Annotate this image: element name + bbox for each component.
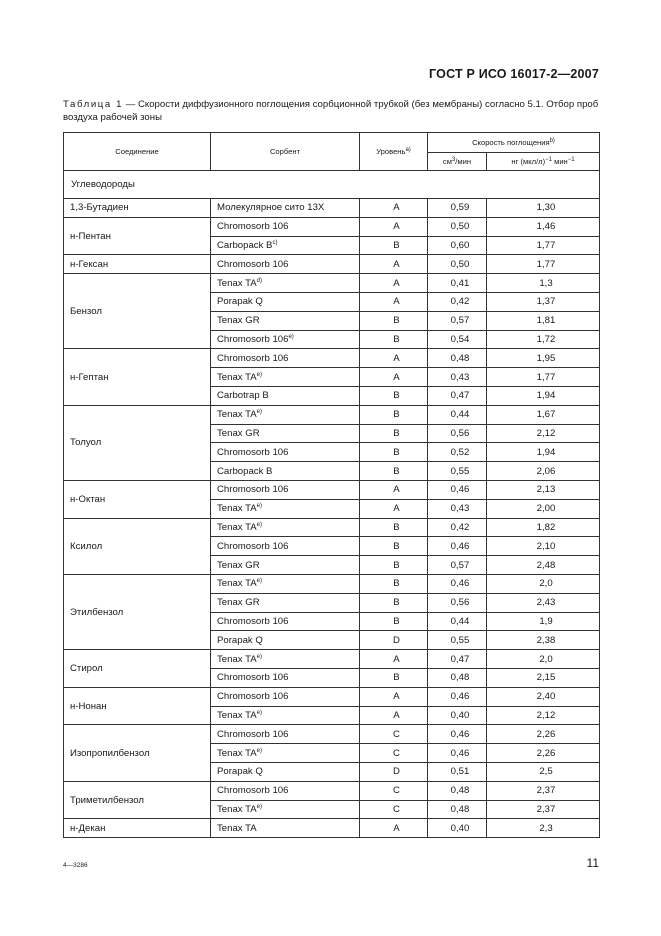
rate-cm3-cell: 0,57 <box>428 311 487 330</box>
level-cell: B <box>360 518 428 537</box>
rate-ng-cell: 2,43 <box>487 593 600 612</box>
sorbent-name: Tenax TA <box>217 371 257 383</box>
level-cell: C <box>360 744 428 763</box>
level-cell: B <box>360 556 428 575</box>
level-cell: B <box>360 593 428 612</box>
rate-cm3-cell: 0,48 <box>428 668 487 687</box>
sorbent-cell <box>211 368 360 387</box>
rate-ng-cell: 1,77 <box>487 236 600 255</box>
rate-cm3-cell: 0,46 <box>428 480 487 499</box>
header-level-note: a) <box>405 147 411 153</box>
level-cell: A <box>360 480 428 499</box>
sorbent-cell <box>211 274 360 293</box>
sorbent-name: Chromosorb 106 <box>217 352 289 364</box>
level-cell: A <box>360 274 428 293</box>
sorbent-name: Tenax TA <box>217 653 257 665</box>
caption-text: — Скорости диффузионного поглощения сорбционной трубкой (без мембраны) согласно 5.1. Отбор проб воздуха рабочей зоны <box>63 99 599 123</box>
rate-ng-cell: 1,30 <box>487 199 600 218</box>
rate-cm3-cell: 0,52 <box>428 443 487 462</box>
rate-ng-cell: 2,0 <box>487 574 600 593</box>
level-cell: A <box>360 349 428 368</box>
level-cell: A <box>360 368 428 387</box>
rate-cm3-cell: 0,44 <box>428 405 487 424</box>
rate-ng-cell: 1,3 <box>487 274 600 293</box>
sorbent-name: Tenax TA <box>217 503 257 515</box>
sorbent-cell <box>211 443 360 462</box>
rate-cm3-cell: 0,43 <box>428 368 487 387</box>
sorbent-name: Chromosorb 106 <box>217 672 289 684</box>
sorbent-cell <box>211 612 360 631</box>
page-number: 11 <box>586 856 599 870</box>
sorbent-footnote: e) <box>256 371 262 378</box>
rate-ng-cell: 1,46 <box>487 217 600 236</box>
table-row <box>64 574 600 593</box>
table-row <box>64 781 600 800</box>
sorbent-cell <box>211 744 360 763</box>
rate-cm3-cell: 0,41 <box>428 274 487 293</box>
rate-cm3-cell: 0,55 <box>428 631 487 650</box>
sorbent-cell <box>211 781 360 800</box>
rate-cm3-cell: 0,48 <box>428 781 487 800</box>
table-row <box>64 650 600 669</box>
sorbent-cell <box>211 631 360 650</box>
sorbent-cell <box>211 386 360 405</box>
rate-ng-cell: 2,26 <box>487 744 600 763</box>
level-cell: D <box>360 631 428 650</box>
sorbent-name: Chromosorb 106 <box>217 728 289 740</box>
sorbent-cell <box>211 199 360 218</box>
sorbent-footnote: e) <box>256 803 262 810</box>
header-level <box>360 133 428 171</box>
sorbent-cell <box>211 800 360 819</box>
level-cell: A <box>360 706 428 725</box>
sorbent-name: Chromosorb 106 <box>217 446 289 458</box>
sorbent-name: Tenax GR <box>217 427 260 439</box>
rate-cm3-cell: 0,46 <box>428 574 487 593</box>
header-rate <box>428 133 600 153</box>
table-row <box>64 349 600 368</box>
level-cell: D <box>360 762 428 781</box>
sorbent-name: Tenax GR <box>217 559 260 571</box>
level-cell: C <box>360 800 428 819</box>
rate-ng-cell: 2,48 <box>487 556 600 575</box>
sorbent-name: Carbotrap B <box>217 390 269 402</box>
sorbent-cell <box>211 518 360 537</box>
sorbent-footnote: e) <box>288 333 294 340</box>
sorbent-name: Porapak Q <box>217 766 263 778</box>
rate-ng-cell: 2,15 <box>487 668 600 687</box>
sorbent-name: Chromosorb 106 <box>217 785 289 797</box>
sorbent-footnote: e) <box>256 409 262 416</box>
sorbent-cell <box>211 462 360 481</box>
level-cell: C <box>360 725 428 744</box>
level-cell: B <box>360 574 428 593</box>
sorbent-name: Carbopack B <box>217 465 273 477</box>
sorbent-name: Chromosorb 106 <box>217 615 289 627</box>
rate-cm3-cell: 0,46 <box>428 537 487 556</box>
sorbent-footnote: e) <box>256 578 262 585</box>
sorbent-footnote: e) <box>256 709 262 716</box>
rate-cm3-cell: 0,42 <box>428 518 487 537</box>
sorbent-footnote: e) <box>256 747 262 754</box>
sorbent-cell <box>211 706 360 725</box>
unit2-part-a: нг (мкл/л) <box>511 157 546 166</box>
sorbent-cell <box>211 537 360 556</box>
rate-ng-cell: 1,94 <box>487 443 600 462</box>
rate-ng-cell: 2,3 <box>487 819 600 838</box>
sorption-rates-table <box>63 132 600 838</box>
rate-cm3-cell: 0,40 <box>428 819 487 838</box>
level-cell: B <box>360 537 428 556</box>
compound-cell: Этилбензол <box>64 574 211 649</box>
sorbent-name: Porapak Q <box>217 296 263 308</box>
rate-cm3-cell: 0,54 <box>428 330 487 349</box>
compound-cell: Изопропилбензол <box>64 725 211 781</box>
rate-cm3-cell: 0,43 <box>428 499 487 518</box>
level-cell: A <box>360 292 428 311</box>
level-cell: A <box>360 217 428 236</box>
rate-cm3-cell: 0,47 <box>428 650 487 669</box>
header-unit-ng <box>487 153 600 171</box>
sorbent-footnote: e) <box>256 653 262 660</box>
rate-cm3-cell: 0,40 <box>428 706 487 725</box>
compound-cell: Бензол <box>64 274 211 349</box>
table-row <box>64 255 600 274</box>
sorbent-name: Carbopack B <box>217 239 273 251</box>
sorbent-name: Tenax GR <box>217 315 260 327</box>
compound-cell: 1,3-Бутадиен <box>64 199 211 218</box>
level-cell: B <box>360 386 428 405</box>
sorbent-cell <box>211 819 360 838</box>
sorbent-footnote: c) <box>272 239 278 246</box>
sorbent-name: Chromosorb 106 <box>217 221 289 233</box>
rate-ng-cell: 1,77 <box>487 255 600 274</box>
sorbent-cell <box>211 574 360 593</box>
sorbent-cell <box>211 668 360 687</box>
sorbent-name: Tenax GR <box>217 597 260 609</box>
sorbent-name: Tenax TA <box>217 822 257 834</box>
compound-cell: Толуол <box>64 405 211 480</box>
rate-ng-cell: 2,12 <box>487 424 600 443</box>
sorbent-name: Chromosorb 106 <box>217 540 289 552</box>
compound-cell: н-Декан <box>64 819 211 838</box>
table-row <box>64 405 600 424</box>
compound-cell: н-Октан <box>64 480 211 518</box>
caption-label: Таблица 1 <box>63 99 124 110</box>
level-cell: B <box>360 668 428 687</box>
sorbent-cell <box>211 762 360 781</box>
rate-ng-cell: 2,37 <box>487 800 600 819</box>
sorbent-cell <box>211 480 360 499</box>
sorbent-footnote: d) <box>256 277 262 284</box>
sorbent-name: Tenax TA <box>217 277 257 289</box>
level-cell: A <box>360 687 428 706</box>
sorbent-name: Chromosorb 106 <box>217 333 289 345</box>
level-cell: B <box>360 311 428 330</box>
sorbent-name: Tenax TA <box>217 409 257 421</box>
table-row <box>64 819 600 838</box>
rate-ng-cell: 2,38 <box>487 631 600 650</box>
table-row <box>64 274 600 293</box>
table-row <box>64 518 600 537</box>
rate-ng-cell: 2,06 <box>487 462 600 481</box>
compound-cell: н-Нонан <box>64 687 211 725</box>
sorbent-name: Tenax TA <box>217 521 257 533</box>
sorbent-footnote: e) <box>256 521 262 528</box>
unit2-sup2: −1 <box>567 157 575 163</box>
sorbent-cell <box>211 593 360 612</box>
sorbent-name: Chromosorb 106 <box>217 484 289 496</box>
unit1-part-a: см <box>442 157 452 166</box>
rate-ng-cell: 1,9 <box>487 612 600 631</box>
level-cell: A <box>360 819 428 838</box>
rate-cm3-cell: 0,57 <box>428 556 487 575</box>
rate-ng-cell: 1,77 <box>487 368 600 387</box>
rate-ng-cell: 1,81 <box>487 311 600 330</box>
rate-cm3-cell: 0,51 <box>428 762 487 781</box>
rate-ng-cell: 1,82 <box>487 518 600 537</box>
compound-cell: Ксилол <box>64 518 211 574</box>
rate-cm3-cell: 0,48 <box>428 349 487 368</box>
header-rate-note: b) <box>549 138 555 144</box>
rate-ng-cell: 2,37 <box>487 781 600 800</box>
document-id: ГОСТ Р ИСО 16017-2—2007 <box>429 67 599 81</box>
rate-cm3-cell: 0,56 <box>428 593 487 612</box>
level-cell: B <box>360 405 428 424</box>
sorbent-name: Tenax TA <box>217 803 257 815</box>
table-row <box>64 687 600 706</box>
compound-cell: н-Гептан <box>64 349 211 405</box>
sorbent-cell <box>211 424 360 443</box>
sorbent-name: Tenax TA <box>217 709 257 721</box>
rate-ng-cell: 1,37 <box>487 292 600 311</box>
section-heading: Углеводороды <box>64 171 600 199</box>
level-cell: B <box>360 443 428 462</box>
unit2-sup: −1 <box>545 157 552 163</box>
sorbent-cell <box>211 499 360 518</box>
rate-cm3-cell: 0,48 <box>428 800 487 819</box>
table-body <box>64 171 600 838</box>
level-cell: A <box>360 499 428 518</box>
sorbent-cell <box>211 236 360 255</box>
sorbent-name: Молекулярное сито 13Х <box>217 202 325 214</box>
rate-cm3-cell: 0,56 <box>428 424 487 443</box>
unit1-sup: 3 <box>451 157 456 163</box>
level-cell: C <box>360 781 428 800</box>
rate-ng-cell: 2,5 <box>487 762 600 781</box>
header-rate-label: Скорость поглощения <box>472 138 550 147</box>
table-row <box>64 199 600 218</box>
compound-cell: Триметилбензол <box>64 781 211 819</box>
rate-cm3-cell: 0,60 <box>428 236 487 255</box>
level-cell: A <box>360 255 428 274</box>
rate-ng-cell: 1,94 <box>487 386 600 405</box>
level-cell: B <box>360 330 428 349</box>
level-cell: B <box>360 236 428 255</box>
table-row <box>64 480 600 499</box>
rate-ng-cell: 1,67 <box>487 405 600 424</box>
rate-ng-cell: 2,00 <box>487 499 600 518</box>
compound-cell: н-Гексан <box>64 255 211 274</box>
level-cell: B <box>360 612 428 631</box>
rate-cm3-cell: 0,55 <box>428 462 487 481</box>
sorbent-cell <box>211 330 360 349</box>
sorbent-name: Chromosorb 106 <box>217 258 289 270</box>
sorbent-cell <box>211 556 360 575</box>
sorbent-cell <box>211 650 360 669</box>
sorbent-name: Porapak Q <box>217 634 263 646</box>
table-caption <box>63 98 603 124</box>
compound-cell: н-Пентан <box>64 217 211 255</box>
rate-cm3-cell: 0,46 <box>428 725 487 744</box>
rate-ng-cell: 1,72 <box>487 330 600 349</box>
sorbent-name: Tenax TA <box>217 578 257 590</box>
sorbent-cell <box>211 349 360 368</box>
rate-cm3-cell: 0,42 <box>428 292 487 311</box>
rate-ng-cell: 1,95 <box>487 349 600 368</box>
rate-cm3-cell: 0,46 <box>428 744 487 763</box>
rate-cm3-cell: 0,44 <box>428 612 487 631</box>
compound-cell: Стирол <box>64 650 211 688</box>
sorbent-name: Chromosorb 106 <box>217 691 289 703</box>
rate-ng-cell: 2,10 <box>487 537 600 556</box>
rate-cm3-cell: 0,50 <box>428 255 487 274</box>
print-code: 4—3286 <box>63 862 88 869</box>
level-cell: B <box>360 462 428 481</box>
sorbent-cell <box>211 255 360 274</box>
sorbent-name: Tenax TA <box>217 747 257 759</box>
rate-ng-cell: 2,26 <box>487 725 600 744</box>
header-unit-cm3 <box>428 153 487 171</box>
rate-cm3-cell: 0,47 <box>428 386 487 405</box>
sorbent-cell <box>211 292 360 311</box>
header-compound: Соединение <box>64 133 211 171</box>
table-row <box>64 725 600 744</box>
sorbent-cell <box>211 217 360 236</box>
header-sorbent: Сорбент <box>211 133 360 171</box>
header-level-label: Уровень <box>376 147 406 156</box>
rate-cm3-cell: 0,46 <box>428 687 487 706</box>
rate-ng-cell: 2,40 <box>487 687 600 706</box>
sorbent-footnote: e) <box>256 503 262 510</box>
level-cell: A <box>360 199 428 218</box>
sorbent-cell <box>211 405 360 424</box>
level-cell: B <box>360 424 428 443</box>
unit2-part-b: мин <box>551 157 568 166</box>
sorbent-cell <box>211 311 360 330</box>
rate-cm3-cell: 0,50 <box>428 217 487 236</box>
sorbent-cell <box>211 725 360 744</box>
sorbent-cell <box>211 687 360 706</box>
rate-cm3-cell: 0,59 <box>428 199 487 218</box>
unit1-part-b: /мин <box>455 157 472 166</box>
rate-ng-cell: 2,0 <box>487 650 600 669</box>
rate-ng-cell: 2,13 <box>487 480 600 499</box>
rate-ng-cell: 2,12 <box>487 706 600 725</box>
table-row <box>64 217 600 236</box>
level-cell: A <box>360 650 428 669</box>
